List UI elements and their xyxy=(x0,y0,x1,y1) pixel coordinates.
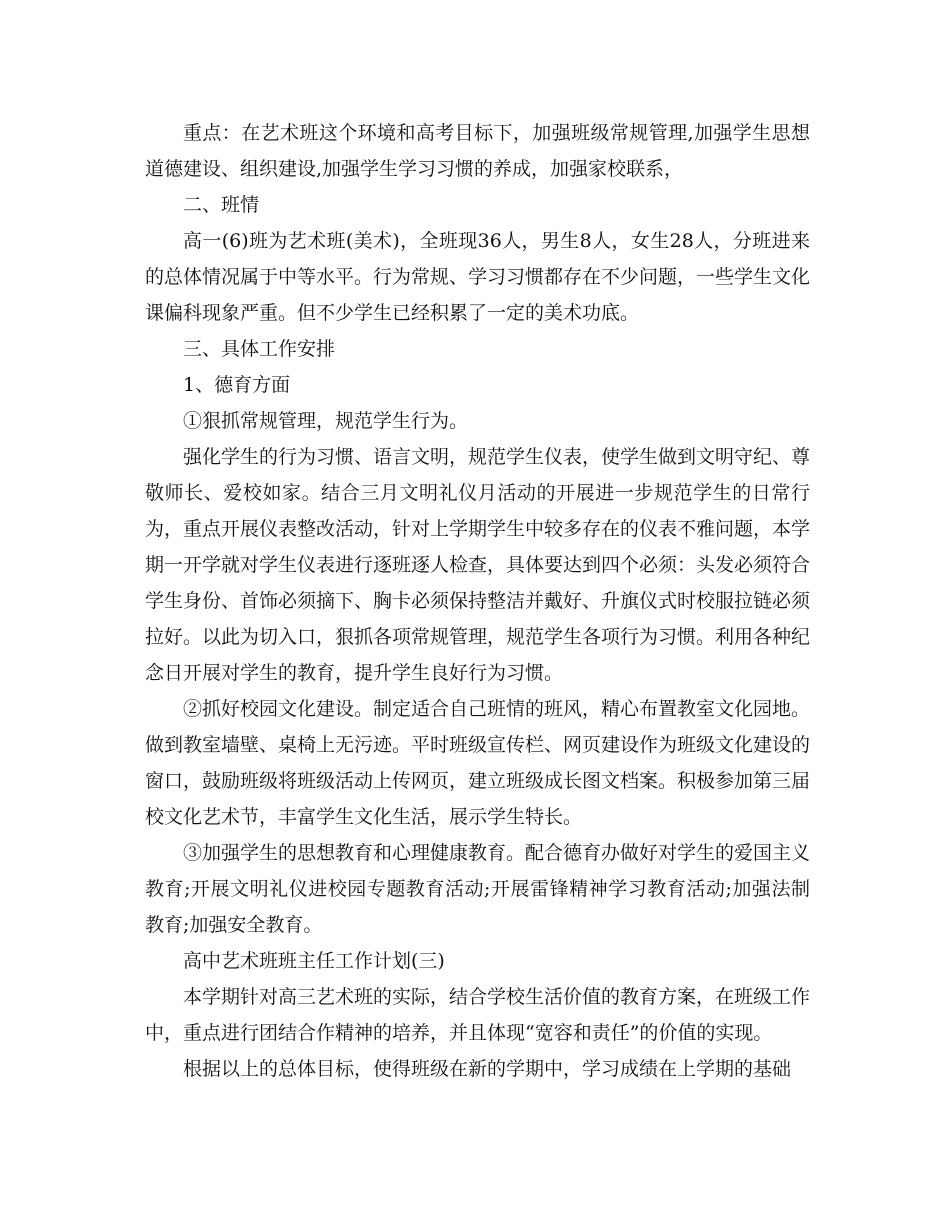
paragraph-ideological-education: ③加强学生的思想教育和心理健康教育。配合德育办做好对学生的爱国主义教育;开展文明礼仪进校园专题教育活动;开展雷锋精神学习教育活动;加强法制教育;加强安全教育。 xyxy=(145,842,811,936)
paragraph-key-points: 重点：在艺术班这个环境和高考目标下，加强班级常规管理,加强学生思想道德建设、组织建设,加强学生学习习惯的养成，加强家校联系， xyxy=(145,122,810,180)
heading-class-situation: 二、班情 xyxy=(183,194,260,216)
paragraph-campus-culture: ②抓好校园文化建设。制定适合自己班情的班风，精心布置教室文化园地。做到教室墙壁、桌椅上无污迹。平时班级宣传栏、网页建设作为班级文化建设的窗口，鼓励班级将班级活动上传网页，建立班级成长图文档案。积极参加第三届校文化艺术节，丰富学生文化生活，展示学生特长。 xyxy=(145,698,811,828)
document-body xyxy=(145,115,810,1087)
paragraph-overall-goal: 根据以上的总体目标，使得班级在新的学期中，学习成绩在上学期的基础 xyxy=(183,1058,792,1080)
paragraph-semester-plan: 本学期针对高三艺术班的实际，结合学校生活价值的教育方案，在班级工作中，重点进行团结合作精神的培养，并且体现“宽容和责任”的价值的实现。 xyxy=(145,986,811,1044)
heading-work-arrangement: 三、具体工作安排 xyxy=(183,338,336,360)
item-routine-management: ①狠抓常规管理，规范学生行为。 xyxy=(183,410,469,432)
heading-work-plan-three: 高中艺术班班主任工作计划(三) xyxy=(183,950,445,972)
paragraph-routine-management: 强化学生的行为习惯、语言文明，规范学生仪表，使学生做到文明守纪、尊敬师长、爱校如家。结合三月文明礼仪月活动的开展进一步规范学生的日常行为，重点开展仪表整改活动，针对上学期学生中较多存在的仪表不雅问题，本学期一开学就对学生仪表进行逐班逐人检查，具体要达到四个必须：头发必须符合学生身份、首饰必须摘下、胸卡必须保持整洁并戴好、升旗仪式时校服拉链必须拉好。以此为切入口，狠抓各项常规管理，规范学生各项行为习惯。利用各种纪念日开展对学生的教育，提升学生良好行为习惯。 xyxy=(145,446,811,684)
paragraph-class-situation: 高一(6)班为艺术班(美术)，全班现36人，男生8人，女生28人，分班进来的总体情况属于中等水平。行为常规、学习习惯都存在不少问题，一些学生文化课偏科现象严重。但不少学生已经积累了一定的美术功底。 xyxy=(145,230,811,324)
heading-moral-education: 1、德育方面 xyxy=(183,374,291,396)
